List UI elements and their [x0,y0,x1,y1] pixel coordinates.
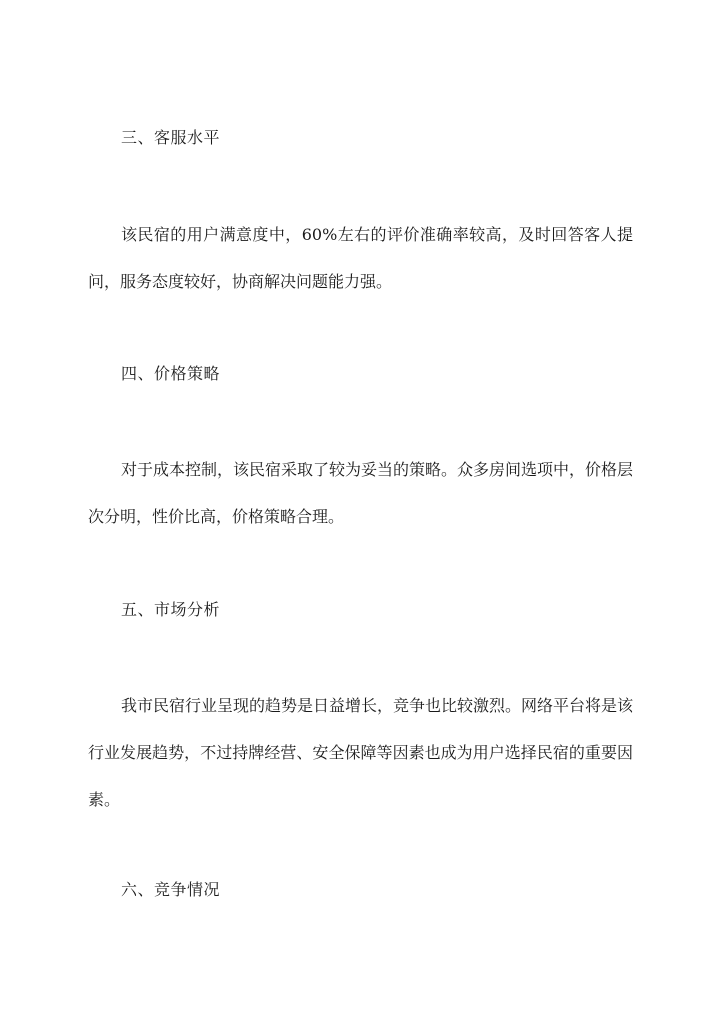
section-heading-service: 三、客服水平 [121,128,221,147]
section-heading-competition: 六、竞争情况 [121,880,221,899]
section-body-service: 该民宿的用户满意度中，60%左右的评价准确率较高，及时回答客人提问，服务态度较好，协商解决问题能力强。 [88,225,633,291]
section-body-pricing: 对于成本控制，该民宿采取了较为妥当的策略。众多房间选项中，价格层次分明，性价比高，价格策略合理。 [88,460,634,526]
section-heading-pricing: 四、价格策略 [121,364,221,383]
section-heading-market: 五、市场分析 [121,600,221,619]
section-body-market: 我市民宿行业呈现的趋势是日益增长，竞争也比较激烈。网络平台将是该行业发展趋势，不过持牌经营、安全保障等因素也成为用户选择民宿的重要因素。 [88,696,634,809]
